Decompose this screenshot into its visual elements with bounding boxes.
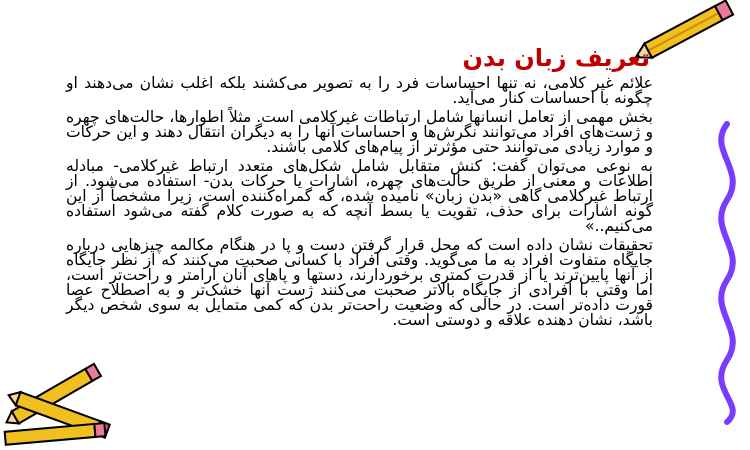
- pencils-cluster-icon: [0, 345, 120, 450]
- squiggle-decoration-icon: [705, 120, 750, 425]
- paragraph: به نوعی می‌توان گفت: کنش متقابل شامل شکل‌های متعدد ارتباط غیرکلامی- مبادله اطلاعات و معنی از طریق حالت‌های چهره، اشارات یا حرکات بدن- استفاده می‌شود. از ارتباط غیرکلامی گاهی «بدن زبان» نامیده شده، که گمراه‌کننده است، زیرا مشخصاً از این گونه اشارات برای حذف، تقویت یا بسط آنچه که به صورت کلام گفته می‌شود استفاده می‌کنیم..»: [66, 157, 653, 235]
- paragraph: علائم غیر کلامی، نه تنها احساسات فرد را به تصویر می‌کشند بلکه اغلب نشان می‌دهند او چگونه با احساسات کنار می‌آید.: [66, 74, 653, 107]
- paragraph: بخش مهمی از تعامل انسانها شامل ارتباطات غیرکلامی است. مثلاً اطوارها، حالت‌های چهره و ژست‌های افراد می‌توانند نگرش‌ها و احساسات آنها را به دیگران انتقال دهند و این حرکات و موارد زیادی می‌توانند حتی مؤثرتر از پیام‌های کلامی باشند.: [66, 108, 653, 156]
- slide-body: [66, 76, 653, 332]
- slide-title: تعریف زبان بدن: [462, 44, 650, 72]
- paragraph: تحقیقات نشان داده است که محل قرار گرفتن دست و پا در هنگام مکالمه چیزهایی درباره جایگاه متفاوت افراد به ما می‌گوید. وقتی افراد با کسانی صحبت می‌کنند که از نظر جایگاه از آنها پایین‌ترند یا از قدرت کمتری برخوردارند، دستها و پاهای آنان آرامتر و راحت‌تر است، اما وقتی با افرادی از جایگاه بالاتر صحبت می‌کنند ژست آنها خشک‌تر و به اصطلاح عصا قورت داده‌تر است. در حالی که وضعیت راحت‌تر بدن که کمی متمایل به سوی شخص دیگر باشد، نشان دهنده علاقه و دوستی است.: [66, 236, 653, 329]
